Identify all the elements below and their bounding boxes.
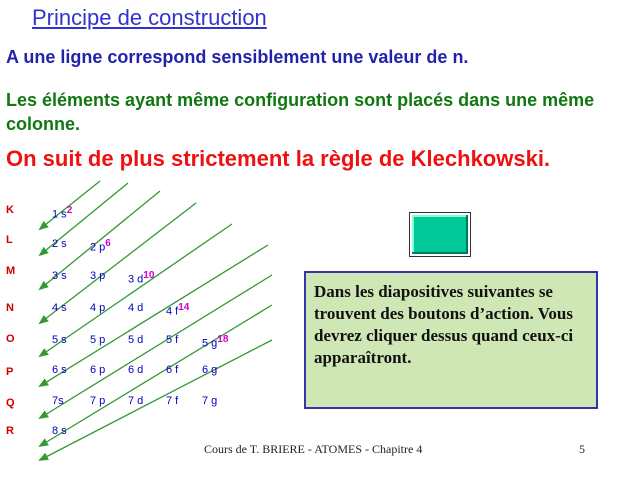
orbital-label: 2 p [90,241,106,254]
orbital-electrons: 14 [178,302,190,313]
shell-o: O [6,333,15,345]
orbital-electrons: 18 [217,334,229,345]
orbital-electrons: 2 [66,205,73,216]
orbital-4-0 [52,334,67,346]
orbital-2-2 [128,270,154,286]
orbital-label: 6 f [166,364,179,376]
orbital-label: 5 s [52,334,67,346]
orbital-4-2 [128,334,143,346]
orbital-3-1 [90,302,105,314]
orbital-label: 7 g [202,395,218,407]
orbital-label: 3 p [90,270,106,282]
orbital-6-0 [52,395,64,407]
rule-columns: Les éléments ayant même configuration sont placés dans une même colonne. [6,90,595,134]
shell-l: L [6,234,13,246]
orbital-label: 7 f [166,395,179,407]
orbital-label: 2 s [52,238,67,250]
orbital-5-2 [128,364,143,376]
orbital-label: 3 s [52,270,67,282]
orbital-4-3 [166,334,178,346]
shell-m: M [6,265,16,277]
orbital-label: 4 d [128,302,144,314]
orbital-6-4 [202,395,217,407]
orbital-label: 4 s [52,302,67,314]
shell-n: N [6,302,14,314]
orbital-label: 5 f [166,334,179,346]
orbital-electrons: 10 [143,270,155,281]
orbital-electrons: 6 [105,238,111,249]
orbital-4-1 [90,334,105,346]
info-text: Dans les diapositives suivantes se trouvent des boutons d’action. Vous devrez cliquer dessus quand ceux-ci apparaîtront. [314,282,574,367]
diagonal-arrow-6 [40,245,268,386]
orbital-7-0 [52,425,67,437]
orbital-2-0 [52,270,67,282]
orbital-label: 7 d [128,395,144,407]
info-box [304,271,598,409]
orbital-1-1 [90,238,111,254]
shell-k: K [6,204,14,216]
orbital-5-4 [202,364,217,376]
orbital-label: 7s [52,395,64,407]
orbital-6-3 [166,395,178,407]
orbital-3-2 [128,302,143,314]
orbital-3-0 [52,302,67,314]
orbital-label: 5 p [90,334,106,346]
orbital-label: 5 d [128,334,144,346]
orbital-5-1 [90,364,105,376]
orbital-label: 4 p [90,302,106,314]
orbital-0-0 [52,205,72,221]
shell-r: R [6,425,14,437]
orbital-4-4 [202,334,228,350]
slide-title: Principe de construction [32,5,267,30]
action-button[interactable] [410,213,470,256]
orbital-1-0 [52,238,67,250]
orbital-5-3 [166,364,178,376]
orbital-6-2 [128,395,143,407]
shell-p: P [6,366,14,378]
footer-text: Cours de T. BRIERE - ATOMES - Chapitre 4 [204,442,423,456]
orbital-label: 4 f [166,305,179,318]
orbital-label: 5 g [202,337,218,350]
orbital-6-1 [90,395,105,407]
orbital-label: 6 d [128,364,144,376]
orbital-2-1 [90,270,105,282]
orbital-label: 1 s [52,208,67,221]
orbital-label: 6 p [90,364,106,376]
page-number: 5 [579,442,585,456]
orbital-label: 7 p [90,395,106,407]
orbital-label: 8 s [52,425,67,437]
orbital-label: 6 g [202,364,218,376]
orbital-label: 3 d [128,273,144,286]
shell-q: Q [6,397,15,409]
orbital-5-0 [52,364,67,376]
rule-klechkowski: On suit de plus strictement la règle de Klechkowski. [6,146,551,171]
rule-line-n: A une ligne correspond sensiblement une valeur de n. [6,47,469,67]
orbital-label: 6 s [52,364,67,376]
diagonal-arrow-8 [40,305,272,446]
orbital-3-3 [166,302,189,318]
